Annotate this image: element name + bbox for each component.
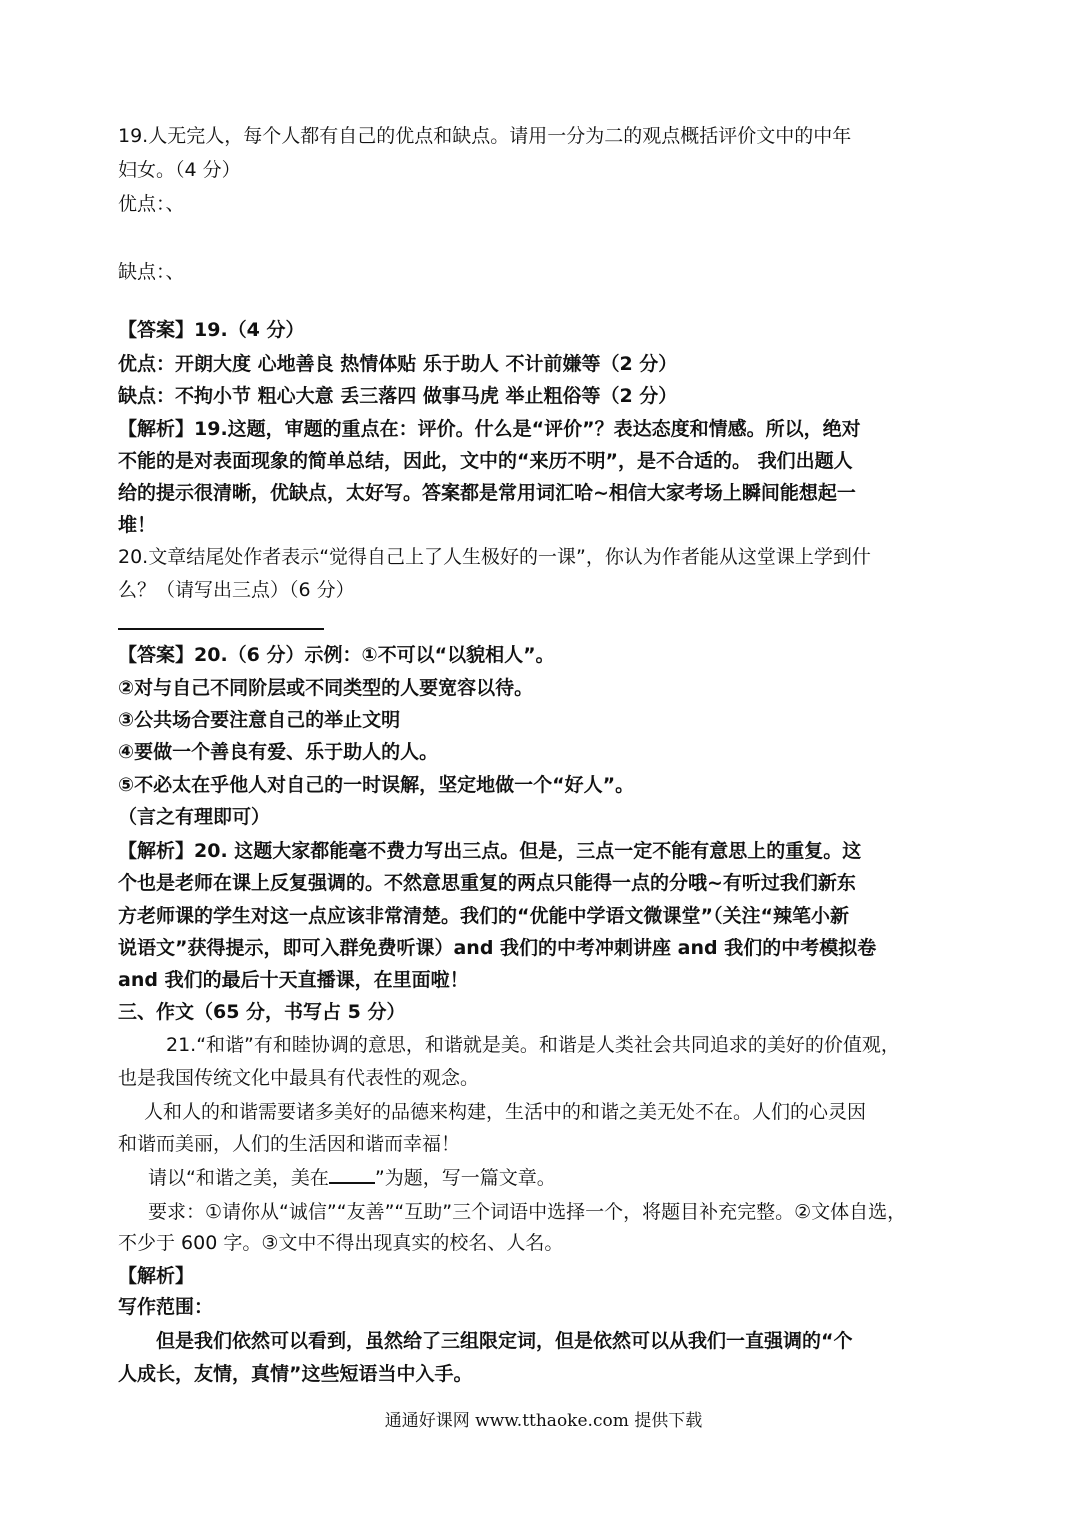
question-20-line-2: 么？（请写出三点）（6 分） xyxy=(118,579,355,601)
answer-20-point: ⑤不必太在乎他人对自己的一时误解，坚定地做一个“好人”。 xyxy=(118,774,635,796)
answer-20-heading: 【答案】20.（6 分）示例：①不可以“以貌相人”。 xyxy=(118,644,555,666)
answer-19-explanation-line: 给的提示很清晰，优缺点，太好写。答案都是常用词汇哈~相信大家考场上瞬间能想起一 xyxy=(118,482,856,504)
question-19-line-1: 19.人无完人，每个人都有自己的优点和缺点。请用一分为二的观点概括评价文中的中年 xyxy=(118,125,852,147)
answer-21-scope-label: 写作范围： xyxy=(118,1296,214,1318)
prompt-text-before: 请以“和谐之美，美在 xyxy=(148,1167,329,1189)
question-19-advantages-prompt: 优点：、 xyxy=(118,193,185,215)
answer-20-explanation-line: 说语文”获得提示，即可入群免费听课）and 我们的中考冲刺讲座 and 我们的中考模拟卷 xyxy=(118,937,877,959)
question-21-line-2: 也是我国传统文化中最具有代表性的观念。 xyxy=(118,1067,480,1089)
question-21-requirements-line-1: 要求：①请你从“诚信”“友善”“互助”三个词语中选择一个，将题目补充完整。②文体自选， xyxy=(148,1201,907,1223)
answer-20-explanation-line: 【解析】20. 这题大家都能毫不费力写出三点。但是，三点一定不能有意思上的重复。这 xyxy=(118,840,862,862)
answer-20-note: （言之有理即可） xyxy=(118,806,271,828)
answer-20-point: ④要做一个善良有爱、乐于助人的人。 xyxy=(118,741,439,763)
section-3-heading: 三、作文（65 分，书写占 5 分） xyxy=(118,1001,406,1023)
answer-19-explanation-line: 不能的是对表面现象的简单总结，因此，文中的“来历不明”，是不合适的。 我们出题人 xyxy=(118,450,853,472)
question-19-disadvantages-prompt: 缺点：、 xyxy=(118,261,185,283)
prompt-text-after: ”为题，写一篇文章。 xyxy=(374,1167,556,1189)
question-21-line-3: 人和人的和谐需要诸多美好的品德来构建，生活中的和谐之美无处不在。人们的心灵因 xyxy=(144,1101,867,1123)
question-21-prompt xyxy=(148,1163,556,1193)
answer-blank-line xyxy=(118,628,324,630)
answer-21-body-line-1: 但是我们依然可以看到，虽然给了三组限定词，但是依然可以从我们一直强调的“个 xyxy=(156,1330,853,1352)
page-footer: 通通好课网 www.tthaoke.com 提供下载 xyxy=(384,1411,703,1431)
answer-20-point: ②对与自己不同阶层或不同类型的人要宽容以待。 xyxy=(118,677,534,699)
question-19-line-2: 妇女。（4 分） xyxy=(118,159,241,181)
answer-20-explanation-line: 个也是老师在课上反复强调的。不然意思重复的两点只能得一点的分哦~有听过我们新东 xyxy=(118,872,856,894)
answer-19-disadvantages: 缺点：不拘小节 粗心大意 丢三落四 做事马虎 举止粗俗等（2 分） xyxy=(118,385,678,407)
answer-19-explanation-line: 堆！ xyxy=(118,514,157,536)
title-fill-blank xyxy=(329,1164,375,1184)
answer-19-heading: 【答案】19.（4 分） xyxy=(118,319,305,341)
answer-21-body-line-2: 人成长，友情，真情”这些短语当中入手。 xyxy=(118,1363,473,1385)
question-21-line-4: 和谐而美丽，人们的生活因和谐而幸福！ xyxy=(118,1133,461,1155)
answer-19-advantages: 优点：开朗大度 心地善良 热情体贴 乐于助人 不计前嫌等（2 分） xyxy=(118,353,678,375)
answer-21-heading: 【解析】 xyxy=(118,1265,195,1287)
answer-20-explanation-line: 方老师课的学生对这一点应该非常清楚。我们的“优能中学语文微课堂”（关注“辣笔小新 xyxy=(118,905,849,927)
question-21-line-1: 21.“和谐”有和睦协调的意思，和谐就是美。和谐是人类社会共同追求的美好的价值观， xyxy=(166,1034,900,1056)
answer-19-explanation-line: 【解析】19.这题，审题的重点在：评价。什么是“评价”？表达态度和情感。所以，绝对 xyxy=(118,418,861,440)
answer-20-point: ③公共场合要注意自己的举止文明 xyxy=(118,709,401,731)
question-20-line-1: 20.文章结尾处作者表示“觉得自己上了人生极好的一课”，你认为作者能从这堂课上学到什 xyxy=(118,546,871,568)
question-21-requirements-line-2: 不少于 600 字。③文中不得出现真实的校名、人名。 xyxy=(118,1232,564,1254)
answer-20-explanation-line: and 我们的最后十天直播课，在里面啦！ xyxy=(118,969,469,991)
